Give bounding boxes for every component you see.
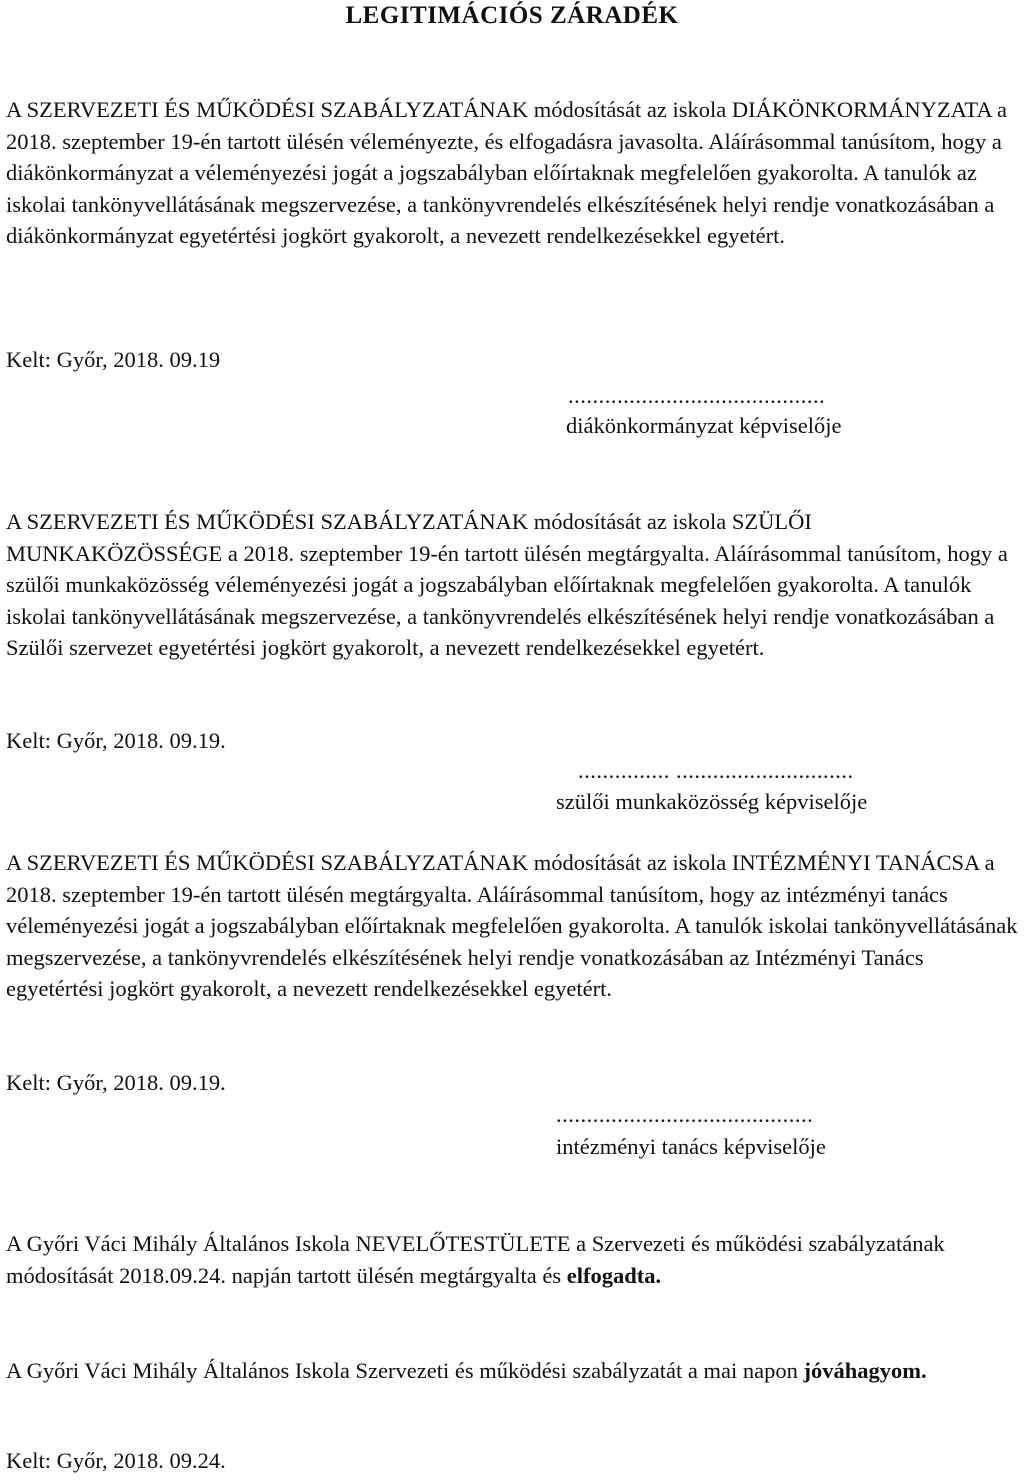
student-council-signer: diákönkormányzat képviselője	[566, 413, 842, 438]
teaching-staff-accepted: elfogadta	[566, 1262, 656, 1288]
institutional-board-paragraph: A SZERVEZETI ÉS MŰKÖDÉSI SZABÁLYZATÁNAK módosítását az iskola INTÉZMÉNYI TANÁCSA a 2018. szeptember 19-én tartott ülésén megtárgyalta. Aláírásommal tanúsítom, hogy az intézményi tanács véleményezési jogát a jogszabályban előírtaknak megfelelően gyakorolta. A tanulók iskolai tankönyvellátásának megszervezése, a tankönyvrendelés elkészítésének helyi rendje vonatkozásában az Intézményi Tanács egyetértési jogkört gyakorolt, a nevezett rendelkezésekkel egyetért.	[6, 850, 1018, 1001]
student-council-date: Kelt: Győr, 2018. 09.19	[6, 347, 221, 372]
institutional-board-date: Kelt: Győr, 2018. 09.19.	[6, 1070, 226, 1095]
approval-date: Kelt: Győr, 2018. 09.24.	[6, 1448, 226, 1473]
document-title: LEGITIMÁCIÓS ZÁRADÉK	[345, 2, 679, 29]
institutional-board-signer: intézményi tanács képviselője	[556, 1134, 826, 1159]
approval-text: A Győri Váci Mihály Általános Iskola Szervezeti és működési szabályzatát a mai napon	[6, 1358, 798, 1383]
parents-association-signature-line: ............... .............................	[578, 758, 854, 783]
institutional-board-signature-line: ..........................................	[556, 1102, 814, 1127]
approval-period: .	[920, 1358, 927, 1383]
parents-association-date: Kelt: Győr, 2018. 09.19.	[6, 728, 226, 753]
teaching-staff-period: .	[655, 1262, 662, 1288]
parents-association-paragraph: A SZERVEZETI ÉS MŰKÖDÉSI SZABÁLYZATÁNAK módosítását az iskola SZÜLŐI MUNKAKÖZÖSSÉGE a 2018. szeptember 19-én tartott ülésén megtárgyalta. Aláírásommal tanúsítom, hogy a szülői munkaközösség véleményezési jogát a jogszabályban előírtaknak megfelelően gyakorolta. A tanulók iskolai tankönyvellátásának megszervezése, a tankönyvrendelés elkészítésének helyi rendje vonatkozásában a Szülői szervezet egyetértési jogkört gyakorolt, a nevezett rendelkezésekkel egyetért.	[6, 509, 1008, 660]
teaching-staff-paragraph	[6, 1228, 1018, 1291]
approval-approved: jóváhagyom	[803, 1358, 921, 1383]
approval-paragraph	[6, 1355, 1018, 1387]
parents-association-signer: szülői munkaközösség képviselője	[556, 789, 868, 814]
student-council-paragraph: A SZERVEZETI ÉS MŰKÖDÉSI SZABÁLYZATÁNAK módosítását az iskola DIÁKÖNKORMÁNYZATA a 2018. szeptember 19-én tartott ülésén véleményezte, és elfogadásra javasolta. Aláírásommal tanúsítom, hogy a diákönkormányzat a véleményezési jogát a jogszabályban előírtaknak megfelelően gyakorolta. A tanulók az iskolai tankönyvellátásának megszervezése, a tankönyvrendelés elkészítésének helyi rendje vonatkozásában a diákönkormányzat egyetértési jogkört gyakorolt, a nevezett rendelkezésekkel egyetért.	[6, 97, 1007, 248]
teaching-staff-text: A Győri Váci Mihály Általános Iskola NEVELŐTESTÜLETE a Szervezeti és működési szabályzatának módosítását 2018.09.24. napján tartott ülésén megtárgyalta és	[6, 1231, 945, 1288]
student-council-signature-line: ..........................................	[568, 383, 826, 408]
